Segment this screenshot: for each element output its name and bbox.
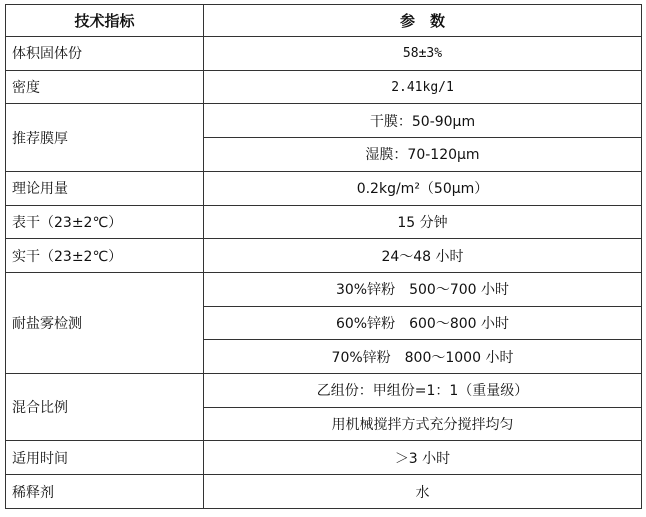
row-label-film-thickness: 推荐膜厚 — [6, 104, 204, 171]
row-value-pot-life: ＞3 小时 — [204, 441, 642, 475]
header-technical-index: 技术指标 — [6, 5, 204, 37]
table-row — [6, 171, 642, 205]
table-row — [6, 205, 642, 239]
row-value-thinner: 水 — [204, 475, 642, 509]
row-label-surface-dry: 表干（23±2℃） — [6, 205, 204, 239]
row-value-wet-film: 湿膜：70-120μm — [204, 138, 642, 172]
table-row — [6, 272, 642, 306]
row-label-thinner: 稀释剂 — [6, 475, 204, 509]
row-label-pot-life: 适用时间 — [6, 441, 204, 475]
table-row — [6, 70, 642, 104]
table-row — [6, 104, 642, 138]
row-value-dry-film: 干膜：50-90μm — [204, 104, 642, 138]
table-row — [6, 475, 642, 509]
row-label-theoretical-usage: 理论用量 — [6, 171, 204, 205]
row-label-mix-ratio: 混合比例 — [6, 374, 204, 441]
row-value-surface-dry: 15 分钟 — [204, 205, 642, 239]
row-value-zinc-30: 30%锌粉 500～700 小时 — [204, 272, 642, 306]
row-value-hard-dry: 24～48 小时 — [204, 239, 642, 273]
table-row — [6, 239, 642, 273]
row-label-salt-spray: 耐盐雾检测 — [6, 272, 204, 373]
row-label-volume-solids: 体积固体份 — [6, 37, 204, 71]
row-value-zinc-70: 70%锌粉 800～1000 小时 — [204, 340, 642, 374]
table-row — [6, 441, 642, 475]
row-value-density: 2.41kg/1 — [204, 70, 642, 104]
row-label-hard-dry: 实干（23±2℃） — [6, 239, 204, 273]
row-value-zinc-60: 60%锌粉 600～800 小时 — [204, 306, 642, 340]
row-value-mix-ratio: 乙组份：甲组份=1：1（重量级） — [204, 374, 642, 408]
row-label-density: 密度 — [6, 70, 204, 104]
row-value-volume-solids: 58±3% — [204, 37, 642, 71]
table-row — [6, 374, 642, 408]
table-header-row — [6, 5, 642, 37]
spec-table — [5, 4, 642, 509]
header-parameters: 参 数 — [204, 5, 642, 37]
row-value-mix-method: 用机械搅拌方式充分搅拌均匀 — [204, 407, 642, 441]
table-row — [6, 37, 642, 71]
row-value-theoretical-usage: 0.2kg/m²（50μm） — [204, 171, 642, 205]
